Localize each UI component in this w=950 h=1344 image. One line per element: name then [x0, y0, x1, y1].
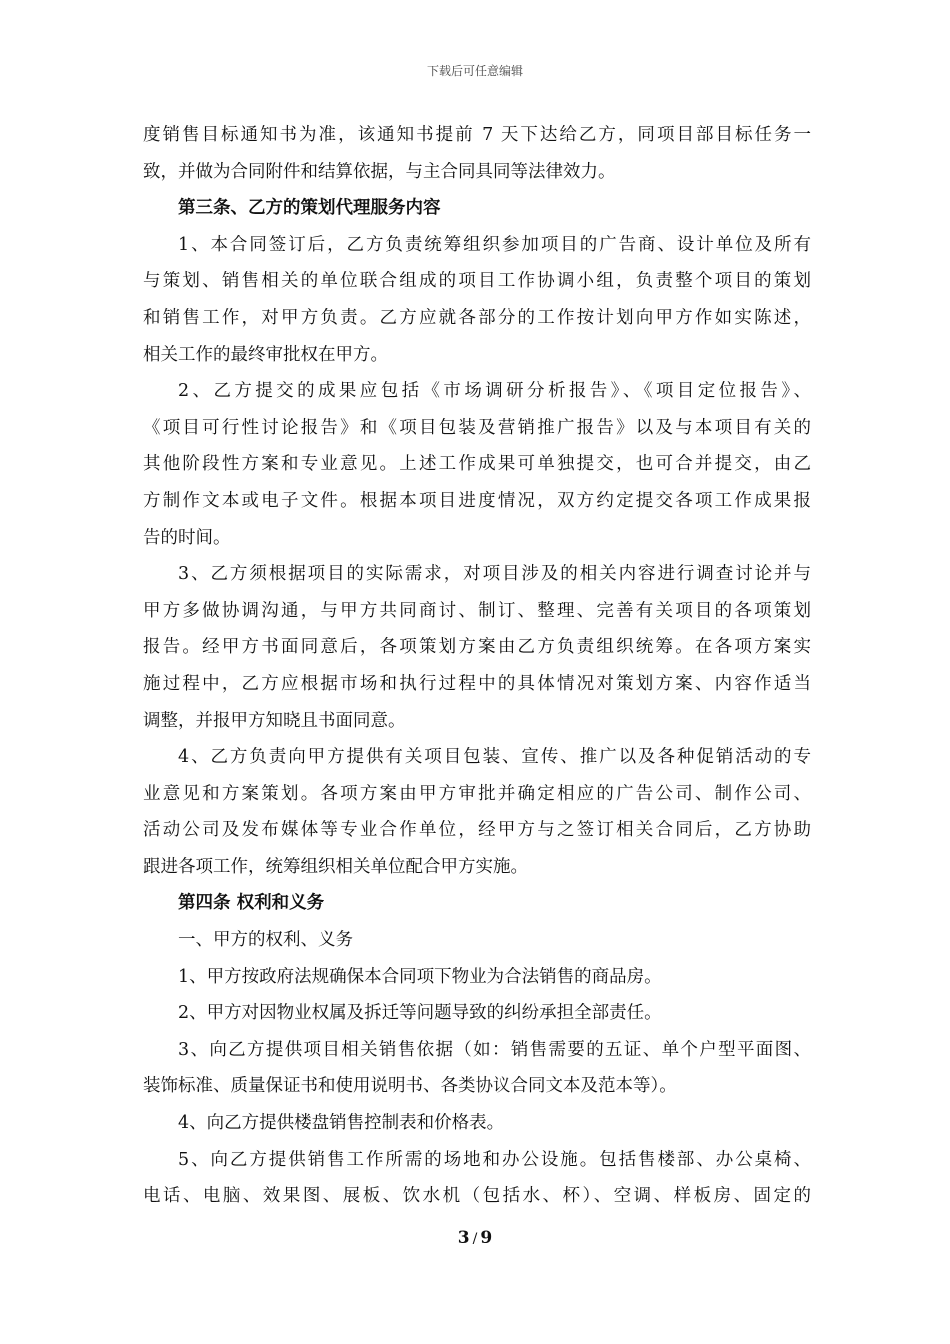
total-pages: 9: [480, 1228, 493, 1248]
body-text-line: 装饰标准、质量保证书和使用说明书、各类协议合同文本及范本等）。: [143, 1076, 677, 1097]
body-text-line: 施过程中，乙方应根据市场和执行过程中的具体情况对策划方案、内容作适当: [143, 673, 811, 694]
body-text-line: 报告。经甲方书面同意后，各项策划方案由乙方负责组织统筹。在各项方案实: [143, 637, 811, 658]
body-text-line: 跟进各项工作，统筹组织相关单位配合甲方实施。: [143, 856, 528, 877]
body-text-line: 方制作文本或电子文件。根据本项目进度情况，双方约定提交各项工作成果报: [143, 490, 811, 511]
body-text-line: 其他阶段性方案和专业意见。上述工作成果可单独提交，也可合并提交，由乙: [143, 454, 811, 475]
body-text-line: 2、乙方提交的成果应包括《市场调研分析报告》、《项目定位报告》、: [178, 381, 811, 402]
document-body: [143, 117, 811, 1215]
current-page: 3: [457, 1228, 470, 1248]
body-text-line: 度销售目标通知书为准，该通知书提前 7 天下达给乙方，同项目部目标任务一: [143, 125, 811, 145]
body-text-line: 2、甲方对因物业权属及拆迁等问题导致的纠纷承担全部责任。: [178, 1003, 662, 1024]
section-heading: 第四条 权利和义务: [178, 893, 325, 914]
body-text-line: 业意见和方案策划。各项方案由甲方审批并确定相应的广告公司、制作公司、: [143, 783, 811, 804]
body-text-line: 甲方多做协调沟通，与甲方共同商讨、制订、整理、完善有关项目的各项策划: [143, 600, 811, 621]
body-text-line: 电话、电脑、效果图、展板、饮水机（包括水、杯）、空调、样板房、固定的: [143, 1186, 811, 1207]
page-separator: /: [472, 1231, 478, 1247]
page-header: 下载后可任意编辑: [426, 64, 523, 78]
body-text-line: 调整，并报甲方知晓且书面同意。: [143, 710, 406, 731]
body-text-line: 3、乙方须根据项目的实际需求，对项目涉及的相关内容进行调查讨论并与: [178, 564, 811, 585]
body-text-line: 致，并做为合同附件和结算依据，与主合同具同等法律效力。: [143, 161, 616, 182]
section-heading: 第三条、乙方的策划代理服务内容: [178, 198, 441, 219]
page-number: [0, 1228, 950, 1248]
body-text-line: 4、乙方负责向甲方提供有关项目包装、宣传、推广以及各种促销活动的专: [178, 747, 811, 768]
body-text-line: 与策划、销售相关的单位联合组成的项目工作协调小组，负责整个项目的策划: [143, 271, 811, 292]
body-text-line: 1、本合同签订后，乙方负责统筹组织参加项目的广告商、设计单位及所有: [178, 234, 811, 255]
body-text-line: 3、向乙方提供项目相关销售依据（如：销售需要的五证、单个户型平面图、: [178, 1039, 811, 1060]
body-text-line: 和销售工作，对甲方负责。乙方应就各部分的工作按计划向甲方作如实陈述，: [143, 307, 811, 328]
body-text-line: 相关工作的最终审批权在甲方。: [143, 344, 388, 365]
body-text-line: 《项目可行性讨论报告》和《项目包装及营销推广报告》以及与本项目有关的: [143, 417, 811, 438]
body-text-line: 5、向乙方提供销售工作所需的场地和办公设施。包括售楼部、办公桌椅、: [178, 1149, 811, 1170]
body-text-line: 一、甲方的权利、义务: [178, 930, 353, 951]
body-text-line: 活动公司及发布媒体等专业合作单位，经甲方与之签订相关合同后，乙方协助: [143, 820, 811, 841]
body-text-line: 1、甲方按政府法规确保本合同项下物业为合法销售的商品房。: [178, 966, 662, 987]
body-text-line: 告的时间。: [143, 527, 231, 548]
body-text-line: 4、向乙方提供楼盘销售控制表和价格表。: [178, 1113, 505, 1134]
